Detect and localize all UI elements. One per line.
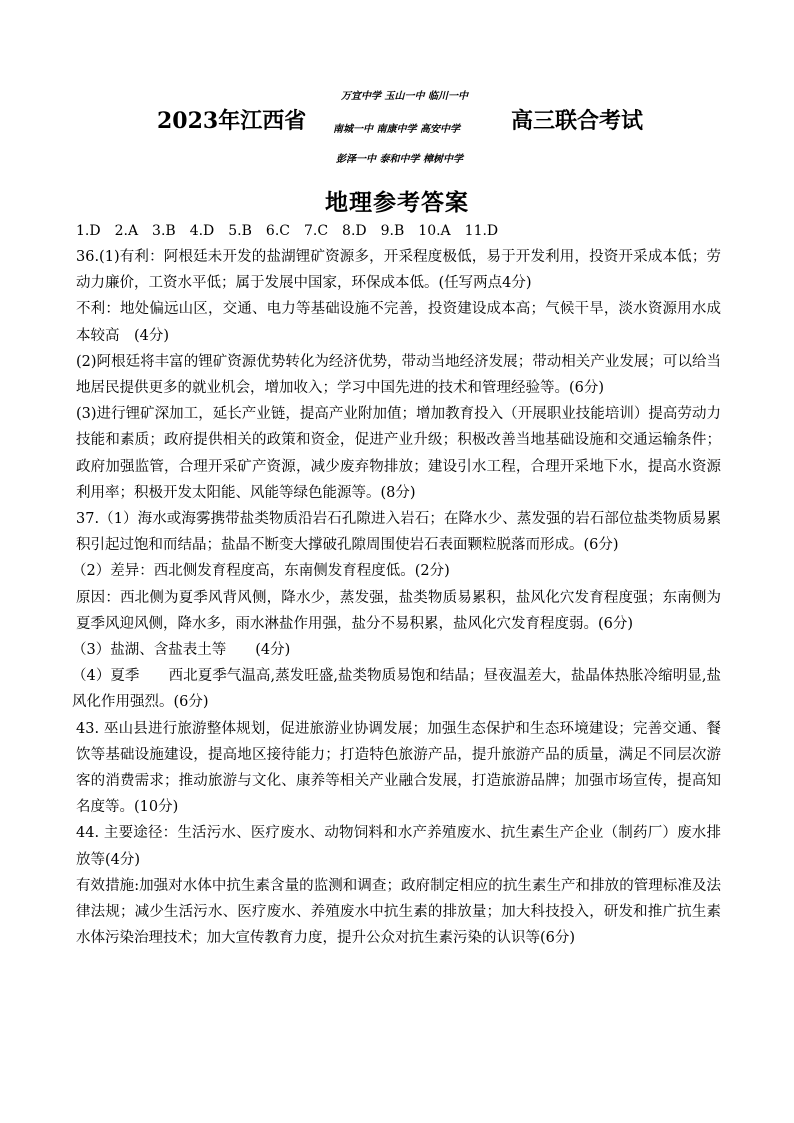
paragraph-37-2-reason: 原因：西北侧为夏季风背风侧，降水少，蒸发强，盐类物质易累积，盐风化穴发育程度强；东南侧为夏季风迎风侧，降水多，雨水淋盐作用强，盐分不易积累，盐风化穴发育程度弱。(6分) — [76, 589, 721, 632]
paragraph-37-4: （4）夏季 西北夏季气温高,蒸发旺盛,盐类物质易饱和结晶；昼夜温差大，盐晶体热胀冷缩明显,盐风化作用强烈。(6分) — [72, 668, 721, 711]
paragraph-36-3: (3)进行锂矿深加工，延长产业链，提高产业附加值；增加教育投入（开展职业技能培训）提高劳动力技能和素质；政府提供相关的政策和资金，促进产业升级；积极改善当地基础设施和交通运输条件；政府加强监管，合理开采矿产资源，减少废弃物排放；建设引水工程，合理开采地下水，提高水资源利用率；积极开发太阳能、风能等绿色能源等。(8分) — [76, 406, 721, 501]
choice-answers: 1.D 2.A 3.B 4.D 5.B 6.C 7.C 8.D 9.B 10.A 11.D — [76, 223, 499, 239]
page-title: 地理参考答案 — [325, 189, 469, 216]
paragraph-37-1: 37.（1）海水或海雾携带盐类物质沿岩石孔隙进入岩石；在降水少、蒸发强的岩石部位盐类物质易累积引起过饱和而结晶；盐晶不断变大撑破孔隙周围使岩石表面颗粒脱落而形成。(6分) — [76, 511, 722, 554]
paragraph-44-measures: 有效措施:加强对水体中抗生素含量的监测和调查；政府制定相应的抗生素生产和排放的管理标准及法律法规；减少生活污水、医疗废水、养殖废水中抗生素的排放量；加大科技投入，研发和推广抗生素水体污染治理技术；加大宣传教育力度，提升公众对抗生素污染的认识等(6分) — [76, 877, 721, 947]
exam-name: 高三联合考试 — [511, 108, 644, 134]
paragraph-36-2: (2)阿根廷将丰富的锂矿资源优势转化为经济优势，带动当地经济发展；带动相关产业发展；可以给当地居民提供更多的就业机会，增加收入；学习中国先进的技术和管理经验等。(6分) — [76, 353, 721, 397]
answer-body — [72, 244, 722, 951]
school-list-bottom: 彭泽一中 泰和中学 樟树中学 — [336, 154, 463, 165]
paragraph-37-2-difference: （2）差异：西北侧发育程度高，东南侧发育程度低。(2分) — [72, 563, 450, 580]
paragraph-37-3: （3）盐湖、含盐表土等 (4分) — [72, 642, 291, 659]
school-list-top: 万宜中学 玉山一中 临川一中 — [341, 91, 468, 102]
paragraph-36-1-disadvantages: 不利：地处偏远山区，交通、电力等基础设施不完善，投资建设成本高；气候干旱，淡水资源用水成本较高 (4分) — [76, 301, 721, 344]
school-list-middle: 南城一中 南康中学 高安中学 — [333, 124, 460, 135]
paragraph-44-routes: 44. 主要途径：生活污水、医疗废水、动物饲料和水产养殖废水、抗生素生产企业（制药厂）废水排放等(4分) — [76, 825, 721, 868]
paragraph-43: 43. 巫山县进行旅游整体规划，促进旅游业协调发展；加强生态保护和生态环境建设；完善交通、餐饮等基础设施建设，提高地区接待能力；打造特色旅游产品，提升旅游产品的质量，满足不同层次游客的消费需求；推动旅游与文化、康养等相关产业融合发展，打造旅游品牌；加强市场宣传，提高知名度等。(10分) — [76, 720, 721, 816]
paragraph-36-1-advantages: 36.(1)有利：阿根廷未开发的盐湖锂矿资源多，开采程度极低，易于开发利用，投资开采成本低；劳动力廉价，工资水平低；属于发展中国家，环保成本低。(任写两点4分) — [76, 249, 721, 292]
exam-year-province: 2023年江西省 — [157, 108, 307, 134]
